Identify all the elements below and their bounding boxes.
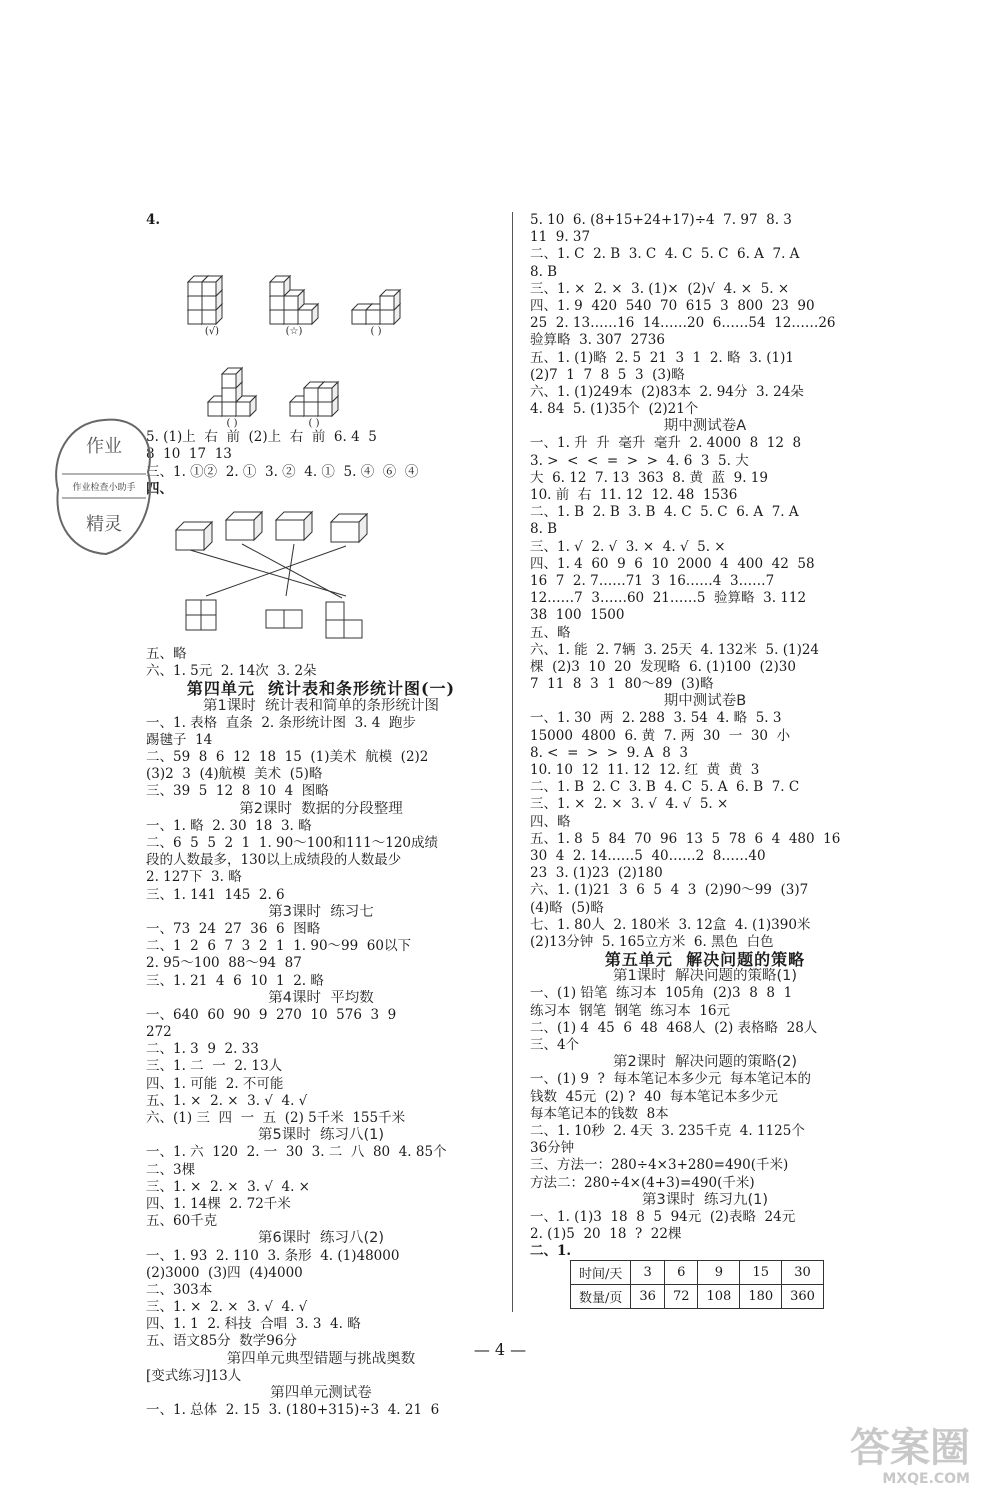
page-number: — 4 — (473, 1340, 527, 1359)
answer-line: 10. 前 右 11. 12 12. 48 1536 (530, 487, 738, 503)
answer-line: 272 (146, 1024, 172, 1041)
cube-figure (350, 274, 402, 326)
table-cell: 36 (631, 1285, 665, 1309)
answer-line: 7 11 8 3 1 80～89 (3)略 (530, 676, 714, 693)
cube-figure-item (288, 366, 340, 429)
answer-line: 钱数 45元 (2) ? 40 每本笔记本多少元 (530, 1088, 778, 1105)
watermark-url: MXQE.COM (882, 1471, 970, 1487)
section-heading: 第四单元典型错题与挑战奥数 (226, 1350, 416, 1367)
section-heading: 第5课时 练习八(1) (258, 1127, 384, 1144)
answer-line: 23 3. (1)23 (2)180 (530, 865, 663, 882)
table-cell: 72 (664, 1285, 698, 1309)
table-row (571, 1285, 824, 1309)
answer-line: 三、1. √ 2. √ 3. × 4. √ 5. × (530, 538, 726, 555)
section-heading: 第四单元测试卷 (270, 1385, 372, 1401)
answer-line: 二、1 2 6 7 3 2 1 1. 90～99 60以下 (146, 938, 411, 955)
cube-figure (206, 366, 258, 418)
answer-line: 三、1. × 2. × 3. √ 4. √ 5. × (530, 796, 729, 813)
section-heading: 第2课时 解决问题的策略(2) (613, 1054, 797, 1071)
answer-line: [变式练习]13人 (146, 1367, 242, 1384)
left-column (146, 212, 496, 1419)
answer-line: (2)7 1 7 8 5 3 (3)略 (530, 366, 685, 383)
answer-line: 三、1. 二 一 2. 13人 (146, 1058, 283, 1075)
answer-line: 二、3棵 (146, 1161, 196, 1178)
section-heading: 期中测试卷A (663, 418, 747, 435)
answer-line: (3)2 3 (4)航模 美术 (5)略 (146, 766, 323, 783)
answer-line: 三、1. × 2. × 3. (1)× (2)√ 4. × 5. × (530, 280, 790, 297)
answer-line: 段的人数最多，130以上成绩段的人数最少 (146, 852, 402, 869)
section-heading: 第3课时 练习七 (268, 903, 374, 920)
answer-line: 六、1. 5元 2. 14次 3. 2朵 (146, 663, 317, 680)
answer-line: 一、1. 总体 2. 15 3. (180+315)÷3 4. 21 6 (146, 1402, 440, 1419)
answer-line: (2)13分钟 5. 165立方米 6. 黑色 白色 (530, 933, 774, 950)
answer-line: 六、1. 能 2. 7辆 3. 25天 4. 132米 5. (1)24 (530, 641, 820, 658)
table-cell: 时间/天 (571, 1261, 631, 1285)
answer-line: 三、1. × 2. × 3. √ 4. × (146, 1178, 310, 1195)
answer-line: 8 10 17 13 (146, 446, 232, 463)
table-cell: 6 (664, 1261, 698, 1285)
answer-line: 一、1. 表格 直条 2. 条形统计图 3. 4 跑步 (146, 714, 416, 731)
table-cell: 30 (782, 1261, 824, 1285)
cube-figure (268, 274, 320, 326)
answer-line: 二、59 8 6 12 18 15 (1)美术 航模 (2)2 (146, 749, 429, 766)
answer-line: 一、1. 六 120 2. 一 30 3. 二 八 80 4. 85个 (146, 1144, 447, 1161)
cube-figure-item (268, 274, 320, 337)
answer-line: 六、1. (1)249本 (2)83本 2. 94分 3. 24朵 (530, 383, 804, 400)
section-heading: 期中测试卷B (663, 693, 747, 710)
table-cell: 360 (782, 1285, 824, 1309)
answer-line: 四、略 (530, 813, 571, 830)
answer-line: 一、1. 93 2. 110 3. 条形 4. (1)48000 (146, 1247, 400, 1264)
section-heading: 第3课时 练习九(1) (642, 1191, 768, 1208)
section-heading: 第四单元 统计表和条形统计图(一) (186, 680, 456, 698)
table-cell: 数量/页 (571, 1285, 631, 1309)
answer-line: 12……7 3……60 21……5 验算略 3. 112 (530, 590, 807, 607)
answer-line: 二、303本 (146, 1281, 213, 1298)
table-cell: 3 (631, 1261, 665, 1285)
answer-line: 一、73 24 27 36 6 图略 (146, 920, 321, 937)
table-cell: 15 (740, 1261, 782, 1285)
answer-line: 五、略 (146, 645, 187, 662)
answer-line: 七、1. 80人 2. 180米 3. 12盒 4. (1)390米 (530, 916, 811, 933)
answer-line: 三、1. ①② 2. ① 3. ② 4. ① 5. ④ ⑥ ④ (146, 463, 419, 480)
table-cell: 9 (698, 1261, 740, 1285)
answer-line: 四、1. 14棵 2. 72千米 (146, 1195, 291, 1212)
stamp-bottom-text: 精灵 (86, 514, 122, 535)
answer-line: 2. (1)5 20 18 ? 22棵 (530, 1226, 682, 1243)
answer-line: 四、1. 1 2. 科技 合唱 3. 3 4. 略 (146, 1316, 361, 1333)
answer-line: 4. 84 5. (1)35个 (2)21个 (530, 401, 699, 418)
cube-figure (288, 366, 340, 418)
answer-line: 二、1. (530, 1243, 572, 1260)
answer-line: 一、(1) 9 ? 每本笔记本多少元 每本笔记本的 (530, 1071, 811, 1088)
answer-line: 一、1. (1)3 18 8 5 94元 (2)表略 24元 (530, 1208, 796, 1225)
column-divider (512, 212, 513, 1312)
answer-line: 二、6 5 5 2 1 1. 90～100和111～120成绩 (146, 835, 439, 851)
answer-line: 30 4 2. 14……5 40……2 8……40 (530, 847, 766, 864)
answer-line: (2)3000 (3)四 (4)4000 (146, 1264, 303, 1281)
answer-line: 8. < = > > 9. A 8 3 (530, 744, 689, 761)
answer-line: 方法二：280÷4×(4+3)=490(千米) (530, 1174, 755, 1191)
answer-line: (4)略 (5)略 (530, 899, 604, 916)
answer-line: 一、1. 30 两 2. 288 3. 54 4. 略 5. 3 (530, 710, 782, 727)
answer-line: 5. 10 6. (8+15+24+17)÷4 7. 97 8. 3 (530, 212, 792, 228)
section-heading: 第1课时 解决问题的策略(1) (613, 968, 797, 985)
answer-line: 10. 10 12 11. 12 12. 红 黄 黄 3 (530, 762, 760, 778)
answer-table (570, 1260, 824, 1309)
answer-line: 三、1. × 2. × 3. √ 4. √ (146, 1299, 308, 1316)
section-heading: 第2课时 数据的分段整理 (239, 800, 403, 817)
answer-line: 四、1. 4 60 9 6 10 2000 4 400 42 58 (530, 555, 815, 572)
answer-line: 三、1. 21 4 6 10 1 2. 略 (146, 972, 324, 989)
answer-line: 五、语文85分 数学96分 (146, 1333, 297, 1350)
cube-answer-mark: ( ) (370, 326, 382, 338)
answer-line: 36分钟 (530, 1140, 575, 1157)
answer-line: 五、略 (530, 624, 571, 641)
answer-line: 大 6. 12 7. 13 363 8. 黄 蓝 9. 19 (530, 469, 768, 486)
cube-answer-mark: ( ) (308, 418, 320, 430)
watermark-logo: 答案圈 (850, 1425, 970, 1471)
answer-line: 8. B (530, 263, 558, 280)
answer-line: 六、(1) 三 四 一 五 (2) 5千米 155千米 (146, 1110, 406, 1126)
answer-line: 练习本 钢笔 钢笔 练习本 16元 (530, 1002, 731, 1019)
answer-line: 三、4个 (530, 1037, 580, 1053)
answer-line: 四、1. 可能 2. 不可能 (146, 1075, 284, 1092)
answer-line: 二、1. B 2. B 3. B 4. C 5. C 6. A 7. A (530, 504, 799, 521)
stamp-seal (48, 412, 160, 562)
cube-figure-item (350, 274, 402, 337)
answer-line: 16 7 2. 7……71 3 16……4 3……7 (530, 572, 775, 589)
cube-figure-item (186, 274, 238, 337)
answer-line: 二、1. 3 9 2. 33 (146, 1041, 259, 1058)
answer-line: 四、 (146, 480, 173, 497)
matching-figure (146, 498, 496, 646)
answer-line: 二、1. 10秒 2. 4天 3. 235千克 4. 1125个 (530, 1122, 805, 1139)
answer-line: 一、(1) 铅笔 练习本 105角 (2)3 8 8 1 (530, 985, 793, 1002)
answer-line: 二、1. B 2. C 3. B 4. C 5. A 6. B 7. C (530, 779, 800, 796)
section-heading: 第1课时 统计表和简单的条形统计图 (203, 697, 439, 714)
answer-line: 8. B (530, 521, 558, 538)
answer-line: 四、1. 9 420 540 70 615 3 800 23 90 (530, 297, 815, 314)
cube-figure-item (206, 366, 258, 429)
answer-line: 验算略 3. 307 2736 (530, 332, 665, 349)
answer-line: 六、1. (1)21 3 6 5 4 3 (2)90～99 (3)7 (530, 882, 809, 899)
cube-figures-row (146, 337, 496, 429)
cube-figure (186, 274, 238, 326)
answer-line: 二、1. C 2. B 3. C 4. C 5. C 6. A 7. A (530, 246, 800, 263)
answer-line: 踢毽子 14 (146, 731, 213, 748)
section-heading: 第4课时 平均数 (268, 989, 374, 1006)
answer-line: 2. 95～100 88～94 87 (146, 955, 302, 972)
answer-line: 五、1. 8 5 84 70 96 13 5 78 6 4 480 16 (530, 830, 841, 847)
answer-line: 2. 127下 3. 略 (146, 869, 242, 886)
answer-line: 15000 4800 6. 黄 7. 两 30 一 30 小 (530, 727, 791, 744)
answer-line: 五、1. (1)略 2. 5 21 3 1 2. 略 3. (1)1 (530, 349, 794, 366)
cube-figures-row (146, 229, 496, 337)
cube-answer-mark: (√) (204, 326, 220, 338)
table-row (571, 1261, 824, 1285)
stamp-middle-text: 作业检查小助手 (72, 483, 136, 493)
section-heading: 第6课时 练习八(2) (258, 1230, 384, 1247)
cube-answer-mark: (☆) (285, 326, 303, 338)
answer-line: 三、方法一：280÷4×3+280=490(千米) (530, 1157, 789, 1174)
matching-lines (166, 498, 386, 644)
table-cell: 180 (740, 1285, 782, 1309)
answer-line: 11 9. 37 (530, 229, 591, 246)
answer-line: 一、1. 略 2. 30 18 3. 略 (146, 817, 312, 834)
answer-line: 棵 (2)3 10 20 发现略 6. (1)100 (2)30 (530, 658, 796, 675)
answer-line: 3. > < < = > > 4. 6 3 5. 大 (530, 452, 749, 469)
answer-line: 五、1. × 2. × 3. √ 4. √ (146, 1092, 308, 1109)
right-column (530, 212, 880, 1309)
answer-line: 38 100 1500 (530, 607, 625, 624)
answer-line: 一、640 60 90 9 270 10 576 3 9 (146, 1006, 397, 1023)
answer-line: 每本笔记本的钱数 8本 (530, 1105, 669, 1122)
stamp-top-text: 作业 (86, 436, 122, 457)
answer-line: 一、1. 升 升 毫升 毫升 2. 4000 8 12 8 (530, 435, 802, 452)
table-cell: 108 (698, 1285, 740, 1309)
answer-line: 25 2. 13……16 14……20 6……54 12……26 (530, 315, 836, 332)
answer-line: 5. (1)上 右 前 (2)上 右 前 6. 4 5 (146, 429, 377, 446)
answer-line: 三、39 5 12 8 10 4 图略 (146, 783, 329, 800)
answer-line: 4. (146, 212, 161, 228)
cube-answer-mark: ( ) (226, 418, 238, 430)
section-heading: 第五单元 解决问题的策略 (604, 951, 806, 969)
answer-line: 二、(1) 4 45 6 48 468人 (2) 表格略 28人 (530, 1019, 818, 1036)
answer-line: 五、60千克 (146, 1213, 218, 1230)
answer-line: 三、1. 141 145 2. 6 (146, 886, 285, 903)
